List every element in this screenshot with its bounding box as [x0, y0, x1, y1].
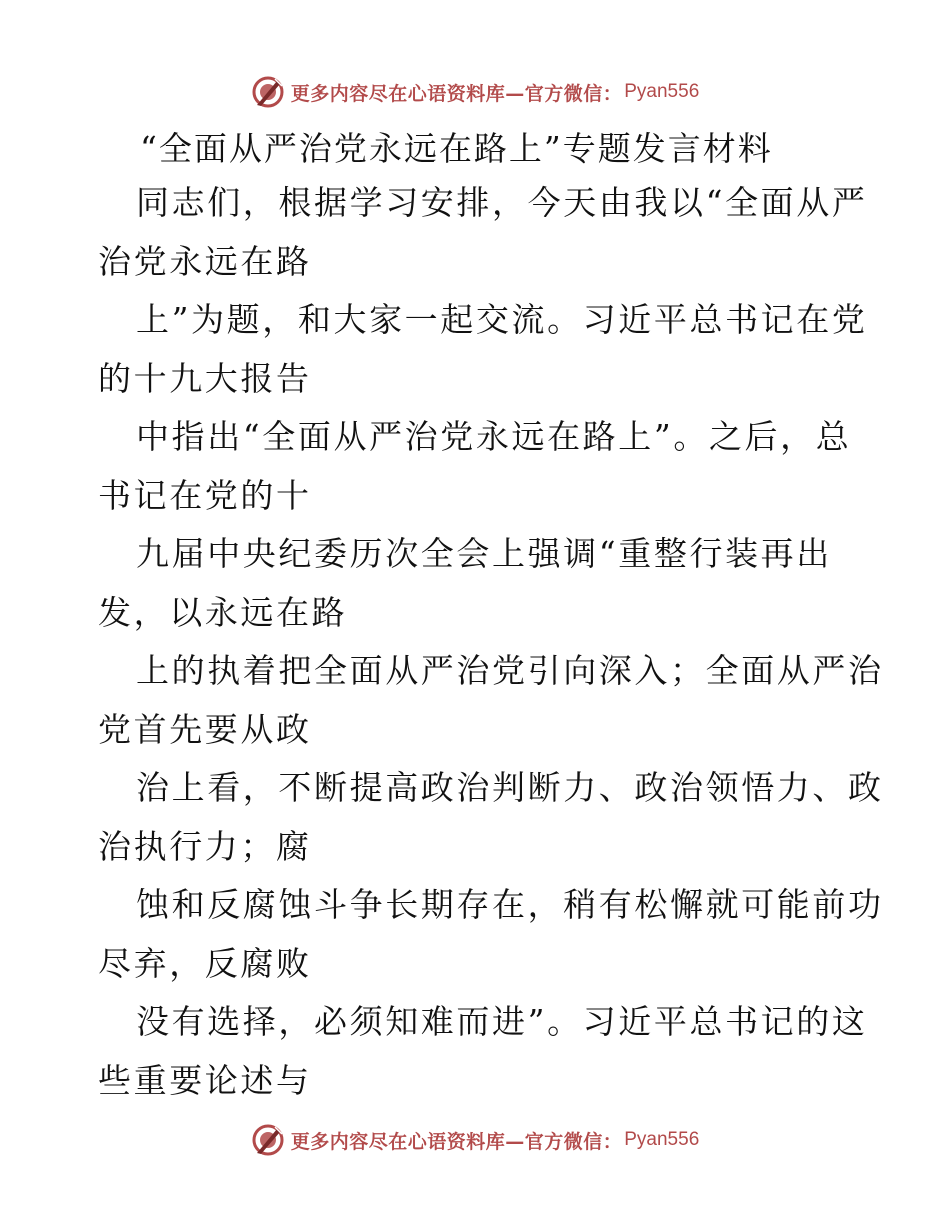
watermark-wechat-id: Pyan556: [624, 81, 700, 102]
quill-pen-seal-icon: [251, 1123, 285, 1157]
body-line: 蚀和反腐蚀斗争长期存在，稍有松懈就可能前功: [136, 885, 884, 924]
body-line: 些重要论述与: [98, 1060, 312, 1100]
body-line: 上的执着把全面从严治党引向深入；全面从严治: [136, 651, 884, 690]
watermark-text: 更多内容尽在心语资料库—官方微信：: [290, 82, 623, 105]
quill-pen-seal-icon: [251, 75, 285, 109]
body-line: 中指出“全面从严治党永远在路上”。之后，总: [136, 417, 852, 456]
watermark-wechat-id: Pyan556: [624, 1129, 700, 1150]
body-line: 上”为题，和大家一起交流。习近平总书记在党: [136, 300, 868, 339]
header-watermark: [0, 72, 950, 112]
body-line: 没有选择，必须知难而进”。习近平总书记的这: [136, 1002, 868, 1041]
body-line: 治上看，不断提高政治判断力、政治领悟力、政: [136, 768, 884, 807]
body-line: 书记在党的十: [98, 475, 312, 515]
document-page: [98, 124, 884, 1110]
body-line: 治党永远在路: [98, 241, 312, 281]
footer-watermark: [0, 1120, 950, 1160]
watermark-text: 更多内容尽在心语资料库—官方微信：: [290, 1130, 623, 1153]
body-line: 九届中央纪委历次全会上强调“重整行装再出: [136, 534, 832, 573]
document-title: “全面从严治党永远在路上”专题发言材料: [140, 129, 773, 168]
document-body: [98, 174, 884, 1110]
body-line: 同志们，根据学习安排，今天由我以“全面从严: [136, 183, 868, 222]
body-line: 尽弃，反腐败: [98, 943, 312, 983]
body-line: 发，以永远在路: [98, 592, 348, 632]
body-line: 的十九大报告: [98, 358, 312, 398]
body-line: 党首先要从政: [98, 709, 312, 749]
body-line: 治执行力；腐: [98, 826, 312, 866]
